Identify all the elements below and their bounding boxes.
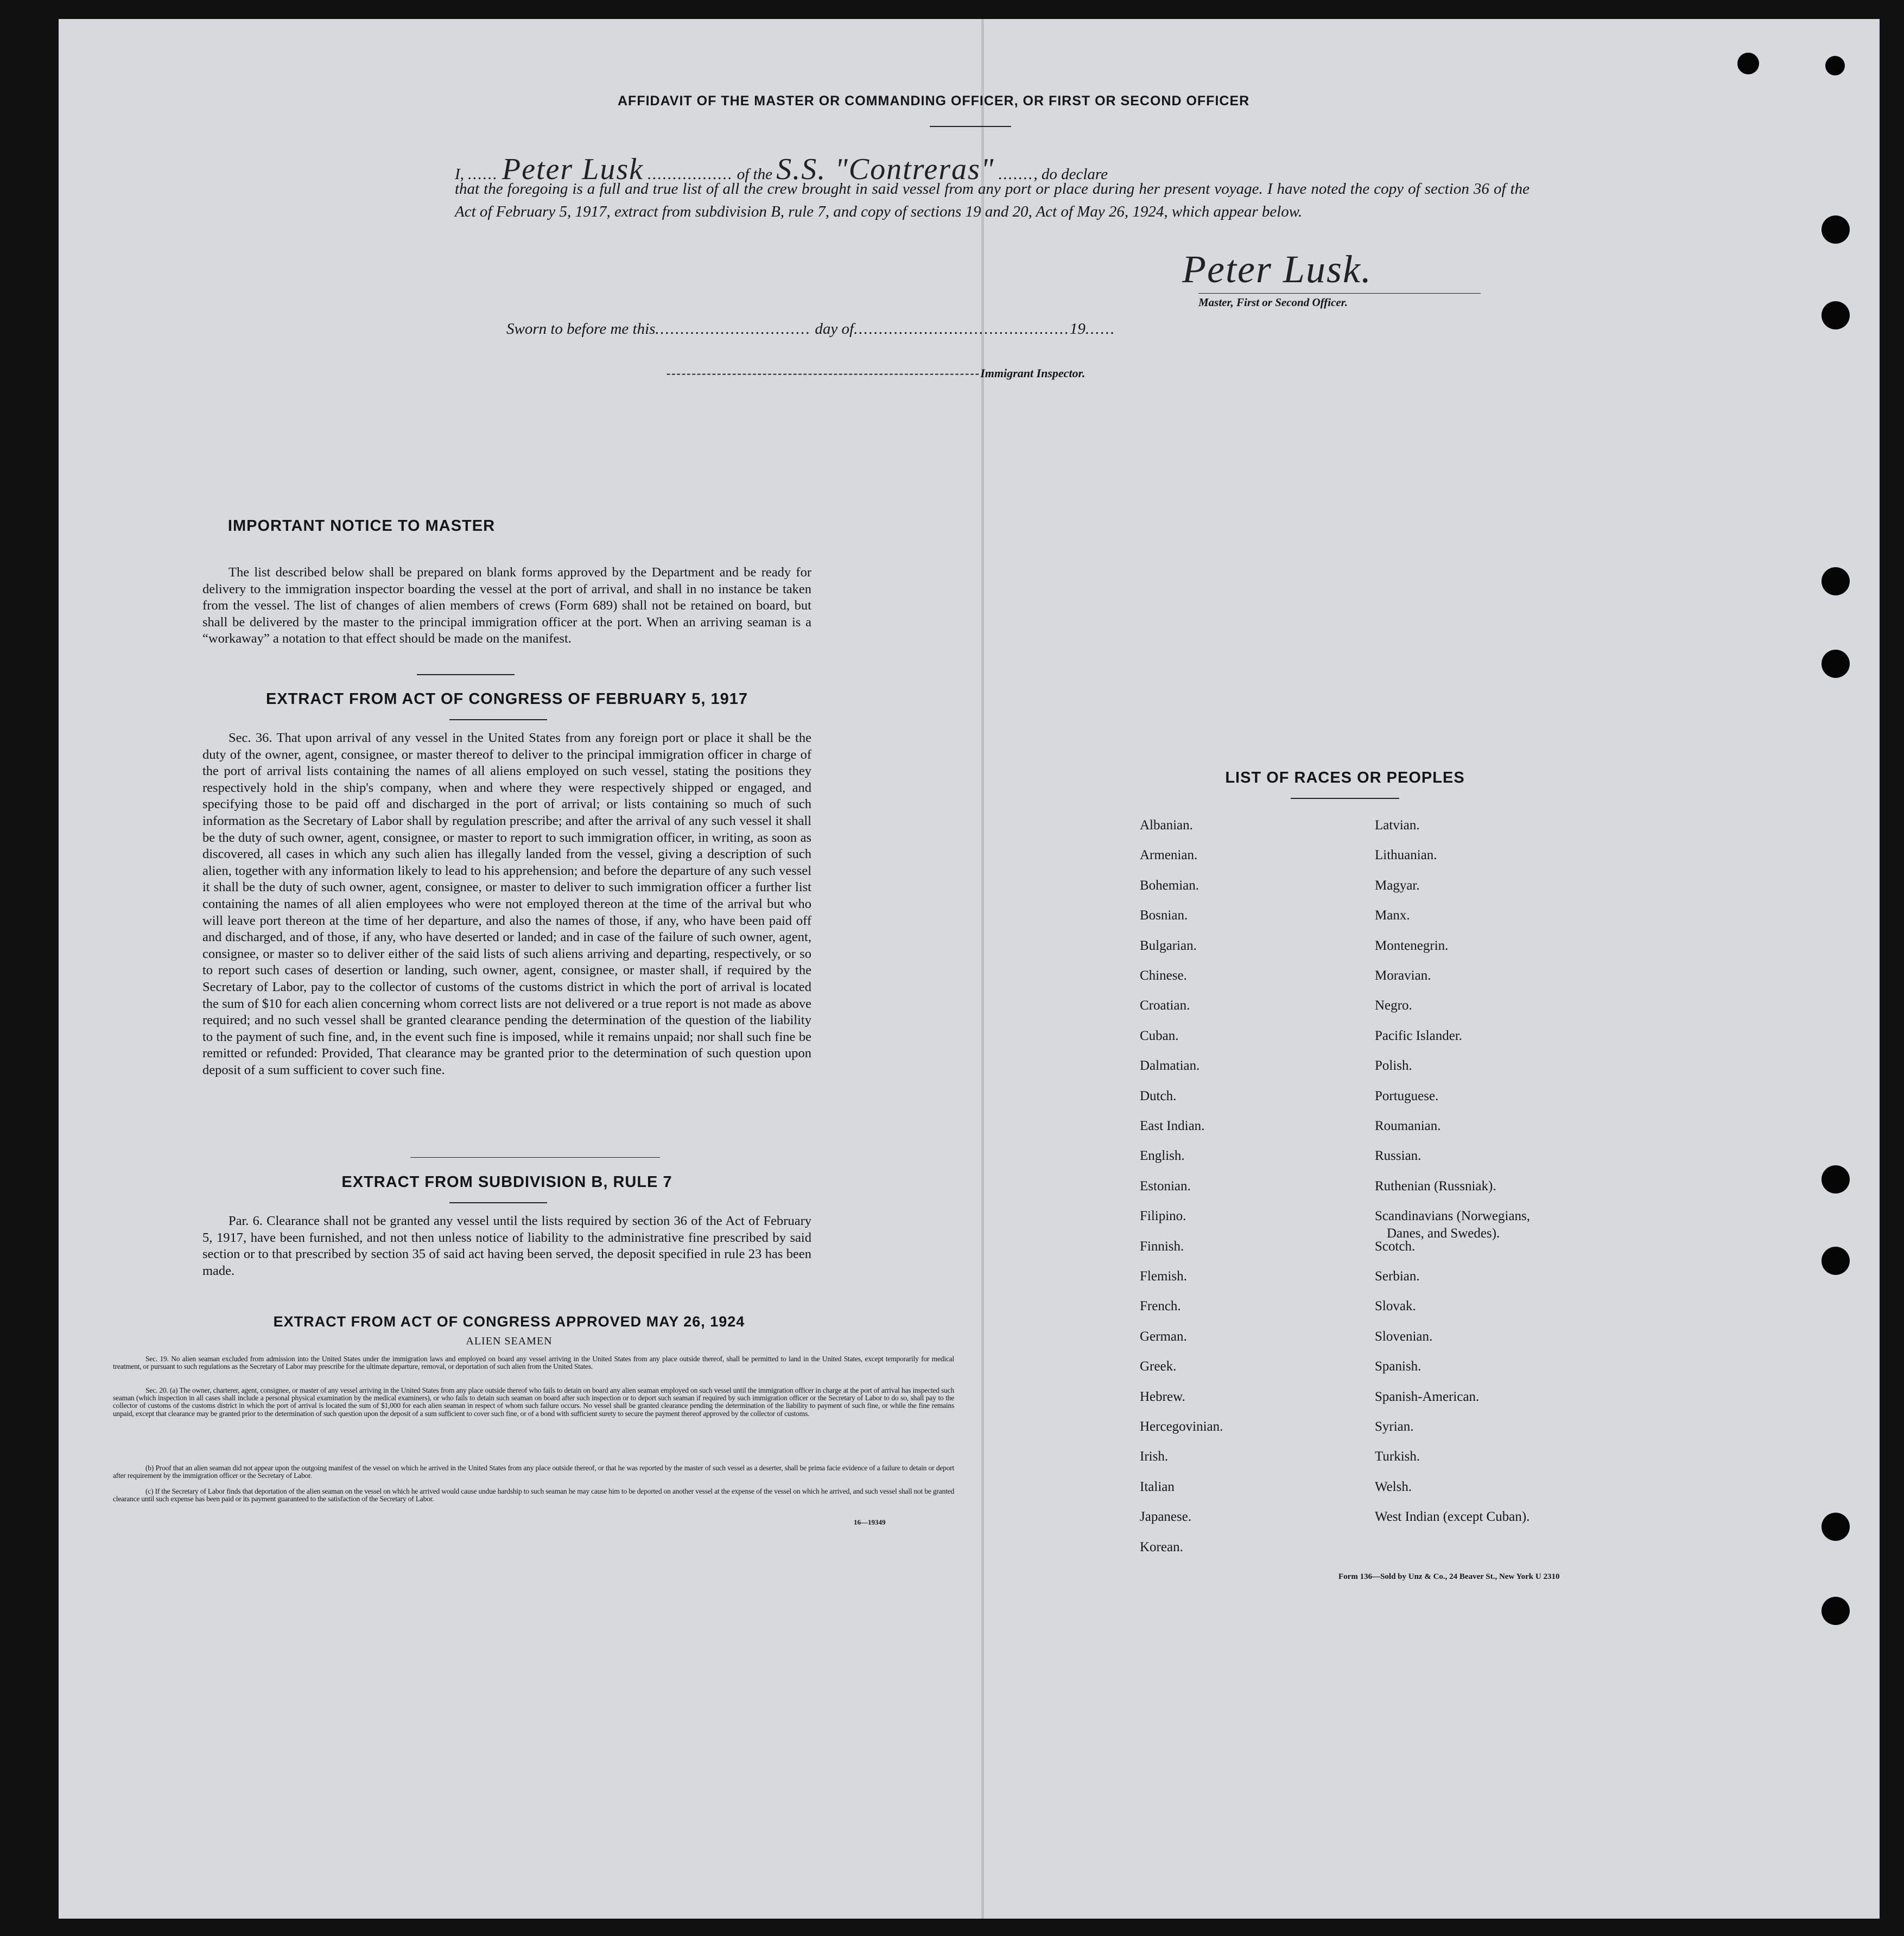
race-entry: Spanish. bbox=[1375, 1359, 1421, 1374]
extract-1924-subtitle: ALIEN SEAMEN bbox=[466, 1335, 553, 1347]
document-sheet bbox=[59, 19, 1880, 1919]
race-entry: Chinese. bbox=[1140, 968, 1187, 983]
binder-hole bbox=[1822, 1247, 1850, 1275]
sec20b-text: (b) Proof that an alien seaman did not appear upon the outgoing manifest of the vessel on which he arrived in the United States from any place outside thereof, or that he was reported by the master of such vessel as a deserter, shall be prima facie evidence of a failure to detain or deport after requirement by the immigration officer or the Secretary of Labor. bbox=[113, 1464, 954, 1480]
race-entry: Russian. bbox=[1375, 1148, 1421, 1164]
race-entry: Serbian. bbox=[1375, 1269, 1420, 1284]
binder-hole bbox=[1822, 1597, 1850, 1625]
race-entry: Pacific Islander. bbox=[1375, 1028, 1463, 1043]
binder-hole bbox=[1822, 1513, 1850, 1541]
race-entry: Welsh. bbox=[1375, 1479, 1412, 1494]
race-entry: Slovak. bbox=[1375, 1299, 1416, 1314]
race-entry: Portuguese. bbox=[1375, 1088, 1439, 1103]
declaration-body: that the foregoing is a full and true list of all the crew brought in said vessel from any port or place during her present voyage. I have noted the copy of section 36 of the Act of February 5, 1917, extract from subdivision B, rule 7, and copy of sections 19 and 20, Act of May 26, 1924, which appear below. bbox=[455, 180, 1529, 220]
year-prefix: 19 bbox=[1069, 320, 1086, 338]
race-entry: Hebrew. bbox=[1140, 1389, 1185, 1404]
race-entry: Scandinavians (Norwegians, bbox=[1375, 1209, 1531, 1224]
race-entry: Polish. bbox=[1375, 1058, 1412, 1074]
binder-hole bbox=[1822, 301, 1850, 329]
race-entry: German. bbox=[1140, 1329, 1187, 1344]
race-entry: Lithuanian. bbox=[1375, 848, 1437, 863]
declaration-line: I, ...... Peter Lusk ................. of the S.S. "Contreras" ......., do declare bbox=[455, 153, 1108, 186]
binder-hole bbox=[1825, 56, 1845, 75]
section-rule bbox=[417, 674, 515, 675]
i-label: I, bbox=[455, 166, 464, 183]
race-entry: Flemish. bbox=[1140, 1269, 1187, 1284]
title-rule bbox=[930, 126, 1011, 127]
section-rule bbox=[449, 1202, 547, 1203]
race-entry: Greek. bbox=[1140, 1359, 1177, 1374]
race-entry: Scotch. bbox=[1375, 1239, 1416, 1254]
race-entry: Korean. bbox=[1140, 1539, 1183, 1554]
signature-handwritten: Peter Lusk. bbox=[1182, 247, 1372, 291]
binder-hole bbox=[1822, 567, 1850, 595]
race-entry: Italian bbox=[1140, 1479, 1175, 1494]
signature-caption: Master, First or Second Officer. bbox=[1198, 296, 1348, 309]
sec20c-text: (c) If the Secretary of Labor finds that deportation of the alien seaman on the vessel on which he arrived would cause undue hardship to such seaman he may cause him to be deported on another vessel at the expense of the vessel on which he arrived, and such vessel shall not be granted clearance until such expense has been paid or its payment guaranteed to the satisfaction of the Secretary of Labor. bbox=[113, 1487, 954, 1503]
extract-rule7-title: EXTRACT FROM SUBDIVISION B, RULE 7 bbox=[341, 1173, 672, 1191]
do-declare-label: , do declare bbox=[1033, 166, 1108, 183]
race-entry: Ruthenian (Russniak). bbox=[1375, 1178, 1496, 1194]
race-entry: English. bbox=[1140, 1148, 1185, 1164]
section-rule bbox=[410, 1157, 660, 1158]
notice-title: IMPORTANT NOTICE TO MASTER bbox=[227, 517, 496, 535]
binder-hole bbox=[1737, 53, 1759, 74]
race-entry: Montenegrin. bbox=[1375, 938, 1449, 953]
race-entry: Manx. bbox=[1375, 908, 1410, 923]
race-entry: Moravian. bbox=[1375, 968, 1431, 983]
extract-1924-title: EXTRACT FROM ACT OF CONGRESS APPROVED MAY 26, 1924 bbox=[273, 1313, 745, 1330]
races-title: LIST OF RACES OR PEOPLES bbox=[1225, 769, 1465, 786]
race-entry: Turkish. bbox=[1375, 1449, 1420, 1464]
race-entry: Irish. bbox=[1140, 1449, 1169, 1464]
race-entry: Magyar. bbox=[1375, 878, 1420, 893]
race-entry: West Indian (except Cuban). bbox=[1375, 1509, 1530, 1525]
race-entry: Croatian. bbox=[1140, 998, 1190, 1013]
inspector-line: --------------------------------------------------------------Immigrant Inspector. bbox=[667, 366, 1086, 380]
race-entry: Armenian. bbox=[1140, 848, 1198, 863]
extract-1917-title: EXTRACT FROM ACT OF CONGRESS OF FEBRUARY 5, 1917 bbox=[265, 690, 748, 708]
race-entry: Bosnian. bbox=[1140, 908, 1188, 923]
sworn-line: Sworn to before me this............................... day of...........................................19...... bbox=[506, 320, 1116, 338]
race-entry: Bohemian. bbox=[1140, 878, 1199, 893]
day-of-label: day of bbox=[815, 320, 854, 338]
sec19-text: Sec. 19. No alien seaman excluded from admission into the United States under the immigration laws and employed on board any vessel arriving in the United States from any place outside thereof, shall be permitted to land in the United States, except temporarily for medical treatment, or pursuant to such regulations as the Secretary of Labor may prescribe for the ultimate departure, removal, or deportation of such alien from the United States. bbox=[113, 1355, 954, 1371]
notice-body: The list described below shall be prepared on blank forms approved by the Department and be ready for delivery to the immigration inspector boarding the vessel at the port of arrival, and shall in no instance be taken from the vessel. The list of changes of alien members of crews (Form 689) shall not be retained on board, but shall be delivered by the master to the principal immigration officer at the port. When an arriving seaman is a “workaway” a notation to that effect should be made on the manifest. bbox=[202, 565, 811, 646]
race-entry: Bulgarian. bbox=[1140, 938, 1197, 953]
form-note: Form 136—Sold by Unz & Co., 24 Beaver St., New York U 2310 bbox=[1338, 1572, 1560, 1581]
race-entry: Hercegovinian. bbox=[1140, 1419, 1223, 1434]
form-code: 16—19349 bbox=[854, 1518, 886, 1526]
extract-1917-body: Sec. 36. That upon arrival of any vessel in the United States from any foreign port or place it shall be the duty of the owner, agent, consignee, or master thereof to deliver to the principal immigration officer in charge of the port of arrival lists containing the names of all aliens employed on such vessel, stating the positions they respectively hold in the ship's company, when and where they were respectively shipped or engaged, and specifying those to be paid off and discharged in the port of arrival; or lists containing so much of such information as the Secretary of Labor shall by regulation prescribe; and after the arrival of any such vessel it shall be the duty of such owner, agent, consignee, or master to report to such immigration officer, in writing, as soon as discovered, all cases in which any such alien has illegally landed from the vessel, giving a description of such alien, together with any information likely to lead to his apprehension; and before the departure of any such vessel it shall be the duty of such owner, agent, consignee, or master to deliver to such immigration officer a further list containing the names of all alien employees who were not employed thereon at the time of the arrival but who will leave port thereon at the time of her departure, and also the names of those, if any, who have been paid off and discharged, and of those, if any, who have deserted or landed; and in case of the failure of such owner, agent, consignee, or master so to deliver either of the said lists of such aliens arriving and departing, respectively, or so to report such cases of desertion or landing, such owner, agent, consignee, or master shall, if required by the Secretary of Labor, pay to the collector of customs of the customs district in which the port of arrival is located the sum of $10 for each alien concerning whom correct lists are not delivered or a true report is not made as above required; and no such vessel shall be granted clearance pending the determination of the question of the liability to the payment of such fine, and, in the event such fine is imposed, while it remains unpaid; nor shall such fine be remitted or refunded: Provided, That clearance may be granted prior to the determination of such question upon deposit of a sum sufficient to cover such fine. bbox=[202, 731, 811, 1077]
of-the-label: of the bbox=[737, 166, 772, 183]
race-entry: Roumanian. bbox=[1375, 1119, 1441, 1133]
master-name-handwritten: Peter Lusk bbox=[502, 153, 644, 186]
extract-rule7-body: Par. 6. Clearance shall not be granted any vessel until the lists required by section 36 of the Act of February 5, 1917, have been furnished, and not then unless notice of liability to the administrative fine prescribed by said section or to that prescribed by section 35 of said act having been served, the deposit specified in rule 23 has been made. bbox=[202, 1214, 811, 1278]
race-entry: Estonian. bbox=[1140, 1178, 1191, 1194]
race-entry: Syrian. bbox=[1375, 1419, 1414, 1434]
sec20a-text: Sec. 20. (a) The owner, charterer, agent, consignee, or master of any vessel arriving in the United States from any place outside thereof who fails to detain on board any alien seaman employed on such vessel until the immigration officer in charge at the port of arrival has inspected such seaman (which inspection in all cases shall include a personal physical examination by the medical examiners), or who fails to detain such seaman on board after such inspection or to deport such seaman if required by such immigration officer or the Secretary of Labor to do so, shall pay to the collector of customs of the customs district in which the port of arrival is located the sum of $1,000 for each alien seaman in respect of whom such failure occurs. No vessel shall be granted clearance pending the determination of the liability to payment of such fine, or while the fine remains unpaid, except that clearance may be granted prior to the determination of such question upon the deposit of a sum sufficient to cover such fine, or of a bond with sufficient surety to secure the payment thereof approved by the collector of customs. bbox=[113, 1386, 954, 1418]
race-entry: Finnish. bbox=[1140, 1239, 1184, 1254]
binder-hole bbox=[1822, 215, 1850, 244]
race-entry: Cuban. bbox=[1140, 1028, 1179, 1043]
page-fold bbox=[981, 19, 984, 1919]
race-entry: Filipino. bbox=[1140, 1209, 1186, 1224]
race-entry: Negro. bbox=[1375, 998, 1412, 1013]
race-entry: French. bbox=[1140, 1299, 1181, 1314]
vessel-name-handwritten: S.S. "Contreras" bbox=[776, 153, 995, 186]
signature-rule bbox=[1198, 293, 1481, 294]
sworn-label: Sworn to before me this bbox=[506, 320, 656, 338]
section-rule bbox=[449, 719, 547, 720]
race-entry: Albanian. bbox=[1140, 818, 1193, 833]
affidavit-title: AFFIDAVIT OF THE MASTER OR COMMANDING OFFICER, OR FIRST OR SECOND OFFICER bbox=[618, 93, 1250, 109]
race-entry: East Indian. bbox=[1140, 1119, 1205, 1133]
inspector-label: Immigrant Inspector. bbox=[980, 366, 1086, 380]
race-entry: Spanish-American. bbox=[1375, 1389, 1480, 1404]
race-entry: Latvian. bbox=[1375, 818, 1420, 833]
race-entry: Dutch. bbox=[1140, 1088, 1177, 1103]
races-title-rule bbox=[1291, 798, 1399, 799]
binder-hole bbox=[1822, 650, 1850, 678]
binder-hole bbox=[1822, 1165, 1850, 1194]
race-entry: Slovenian. bbox=[1375, 1329, 1433, 1344]
race-entry: Dalmatian. bbox=[1140, 1058, 1200, 1074]
race-entry: Danes, and Swedes). bbox=[1387, 1226, 1500, 1241]
race-entry: Japanese. bbox=[1140, 1509, 1192, 1525]
